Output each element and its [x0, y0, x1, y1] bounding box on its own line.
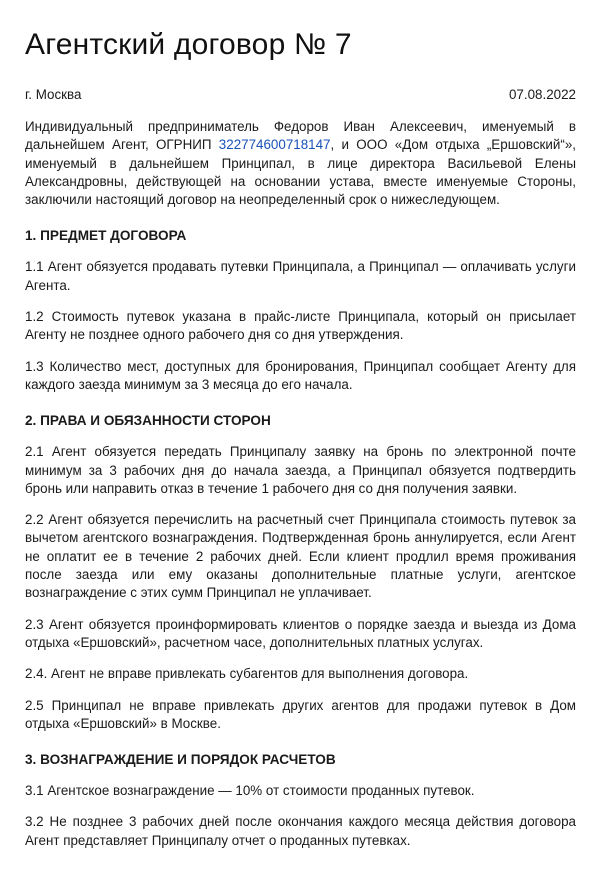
clause: 2.5 Принципал не вправе привлекать других агентов для продажи путевок в Дом отдыха «Ершовский» в Москве. — [25, 697, 576, 731]
section-heading: 2. ПРАВА И ОБЯЗАННОСТИ СТОРОН — [25, 413, 271, 429]
section-heading: 1. ПРЕДМЕТ ДОГОВОРА — [25, 228, 187, 244]
clause: 3.2 Не позднее 3 рабочих дней после окончания каждого месяца действия договора Агент представляет Принципалу отчет о проданных путевках. — [25, 814, 576, 848]
intro-text-end: , и ООО «Дом отдыха „Ершовский“», именуемый в дальнейшем Принципал, в лице директора Васильевой Елены Александровны, действующей на основании устава, вместе именуемые Стороны, заключили настоящий договор на неопределенный срок о нижеследующем. — [25, 137, 576, 208]
document-title: Агентский договор № 7 — [25, 28, 352, 61]
clause: 3.1 Агентское вознаграждение — 10% от стоимости проданных путевок. — [25, 783, 475, 799]
intro-text-start: Индивидуальный предприниматель Федоров Иван Алексеевич, именуемый в дальнейшем Агент, ОГРНИП — [25, 119, 576, 153]
intro-paragraph — [25, 118, 576, 209]
clause: 1.2 Стоимость путевок указана в прайс-листе Принципала, который он присылает Агенту не позднее одного рабочего дня со дня утверждения. — [25, 309, 576, 343]
ogrnip-link[interactable]: 322774600718147 — [218, 137, 331, 153]
city: г. Москва — [25, 87, 82, 102]
clause: 1.1 Агент обязуется продавать путевки Принципала, а Принципал — оплачивать услуги Агента. — [25, 259, 576, 293]
clause: 2.1 Агент обязуется передать Принципалу заявку на бронь по электронной почте минимум за 3 рабочих дня до начала заезда, а Принципал обязуется подтвердить бронь или направить отказ в течение 1 рабочего дня со дня получения заявки. — [25, 444, 576, 496]
clause: 2.2 Агент обязуется перечислить на расчетный счет Принципала стоимость путевок за вычетом агентского вознаграждения. Подтвержденная бронь аннулируется, если Агент не оплатит ее в течение 2 рабочих дней. Если клиент продлил время проживания после заезда или ему оказаны дополнительные платные услуги, агентское вознаграждение с этих сумм Принципал не уплачивает. — [25, 512, 576, 601]
section-heading: 3. ВОЗНАГРАЖДЕНИЕ И ПОРЯДОК РАСЧЕТОВ — [25, 752, 336, 768]
place-date-row — [25, 86, 576, 104]
clause: 2.3 Агент обязуется проинформировать клиентов о порядке заезда и выезда из Дома отдыха «Ершовский», расчетном часе, дополнительных платных услугах. — [25, 616, 576, 650]
clause: 2.4. Агент не вправе привлекать субагентов для выполнения договора. — [25, 666, 469, 682]
contract-date: 07.08.2022 — [508, 87, 576, 102]
clause: 1.3 Количество мест, доступных для бронирования, Принципал сообщает Агенту для каждого заезда минимум за 3 месяца до его начала. — [25, 358, 576, 392]
